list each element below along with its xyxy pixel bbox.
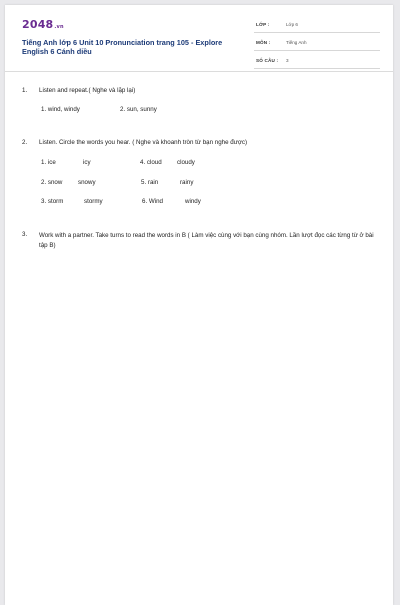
document-header [5, 5, 393, 71]
logo-text: 2048 [22, 18, 54, 31]
question-text: Listen and repeat.( Nghe và lặp lại) [39, 87, 136, 94]
question-number: 1. [22, 87, 28, 94]
site-logo[interactable] [22, 18, 64, 31]
word-item: rainy [180, 179, 194, 186]
meta-key: MÔN : [256, 40, 271, 45]
document-page [5, 5, 393, 605]
word-item: 1. wind, windy [41, 106, 80, 113]
word-item: windy [185, 198, 201, 205]
question-number: 2. [22, 139, 28, 146]
meta-value: Lớp 6 [286, 22, 298, 27]
word-item: 2. sun, sunny [120, 106, 157, 113]
word-item: 1. ice [41, 159, 56, 166]
meta-value: Tiếng Anh [286, 40, 307, 45]
meta-key: SỐ CÂU : [256, 58, 279, 63]
meta-row-subject [254, 37, 380, 51]
word-item: cloudy [177, 159, 195, 166]
word-item: 4. cloud [140, 159, 162, 166]
meta-key: LỚP : [256, 22, 270, 27]
question-text: Work with a partner. Take turns to read the words in B ( Làm việc cùng với bạn cùng nhóm. Lần lượt đọc các từng từ ở bài tập B) [39, 232, 374, 249]
document-title: Tiếng Anh lớp 6 Unit 10 Pronunciation trang 105 - Explore English 6 Cánh diều [22, 38, 223, 56]
header-divider [5, 71, 393, 72]
meta-row-count [254, 55, 380, 69]
word-item: 5. rain [141, 179, 159, 186]
meta-row-class [254, 19, 380, 33]
word-item: 6. Wind [142, 198, 163, 205]
word-item: 2. snow [41, 179, 63, 186]
meta-value: 3 [286, 58, 289, 63]
meta-info [254, 19, 380, 73]
question-number: 3. [22, 231, 28, 238]
question-text: Listen. Circle the words you hear. ( Nghe và khoanh tròn từ bạn nghe được) [39, 139, 248, 146]
word-item: 3. storm [41, 198, 64, 205]
word-item: stormy [84, 198, 103, 205]
word-item: snowy [78, 179, 96, 186]
word-item: icy [83, 159, 91, 166]
logo-suffix: .vn [54, 24, 64, 30]
